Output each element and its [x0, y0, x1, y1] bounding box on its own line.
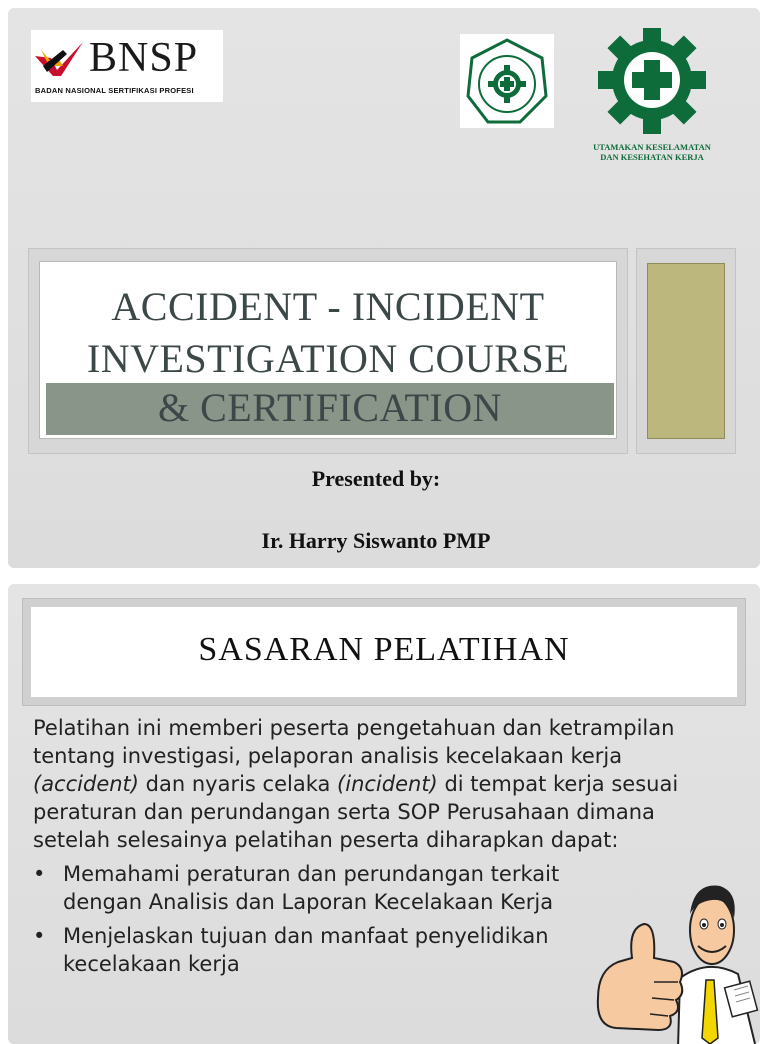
intro-emphasis-accident: (accident): [33, 772, 139, 796]
slide-title-frame: [22, 598, 746, 706]
title-line-2: INVESTIGATION COURSE: [86, 336, 570, 381]
presenter-name: Ir. Harry Siswanto PMP: [261, 528, 491, 553]
title-highlight-bar: [46, 383, 614, 435]
intro-emphasis-incident: (incident): [337, 772, 438, 796]
intro-text-2: dan nyaris celaka: [138, 772, 338, 796]
list-item: • Menjelaskan tujuan dan manfaat penyelidikan kecelakaan kerja: [33, 922, 583, 978]
intro-text-3: di tempat kerja sesuai peraturan dan perundangan serta SOP Perusahaan dimana setelah selesainya pelatihan peserta diharapkan dapat:: [33, 772, 679, 852]
title-line-1: ACCIDENT - INCIDENT: [111, 284, 545, 329]
k3-slogan: [584, 142, 720, 162]
bnsp-wordmark: BNSP: [89, 35, 199, 81]
bnsp-checkmark-icon: [33, 36, 89, 84]
k3-slogan-line2: DAN KESEHATAN KERJA: [600, 152, 704, 162]
decorative-side-panel: [647, 263, 725, 439]
slide-title-box: [31, 607, 737, 697]
gear-cross-icon: [584, 28, 720, 140]
k3-slogan-line1: UTAMAKAN KESELAMATAN: [593, 142, 711, 152]
title-box: [39, 261, 617, 439]
title-line-3: & CERTIFICATION: [158, 385, 502, 430]
intro-text-1: Pelatihan ini memberi peserta pengetahuan dan ketrampilan tentang investigasi, pelaporan analisis kecelakaan kerja: [33, 716, 675, 768]
k3-gear-cross-logo: [584, 28, 720, 173]
list-item: • Memahami peraturan dan perundangan terkait dengan Analisis dan Laporan Kecelakaan Kerja: [33, 860, 583, 916]
bnsp-subtitle: BADAN NASIONAL SERTIFIKASI PROFESI: [35, 86, 194, 95]
k3-expert-seal: [460, 34, 554, 128]
objectives-slide: [8, 584, 760, 1044]
slide-title: SASARAN PELATIHAN: [198, 631, 570, 668]
bnsp-logo: [31, 30, 223, 102]
title-band: [28, 248, 628, 454]
intro-paragraph: [33, 714, 733, 854]
decorative-side-box: [636, 248, 736, 454]
title-slide: [8, 8, 760, 568]
thumbs-up-cartoon-icon: [588, 858, 760, 1044]
presented-by-label: Presented by:: [311, 466, 441, 491]
